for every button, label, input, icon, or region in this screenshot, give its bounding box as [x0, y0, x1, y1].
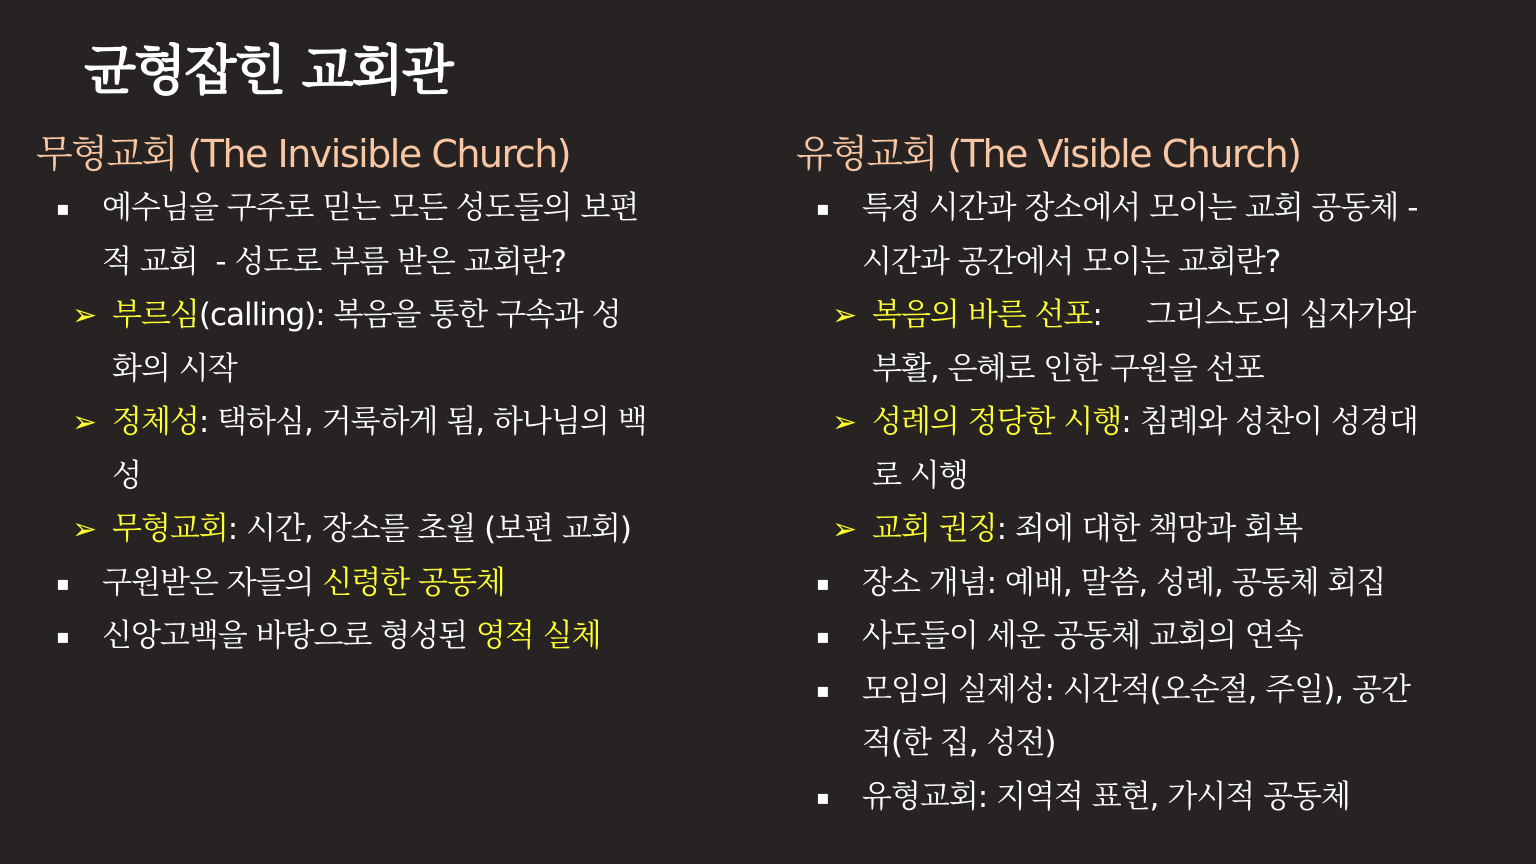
arrow-icon: ➢	[72, 512, 97, 547]
list-item: ▪ 예수님을 구주로 믿는 모든 성도들의 보편 적 교회 - 성도로 부름 받은 교회란?	[36, 182, 736, 289]
arrow-icon: ➢	[72, 405, 97, 440]
list-item: ➢ 성례의 정당한 시행: 침례와 성찬이 성경대 로 시행	[796, 396, 1508, 503]
list-item: ▪ 유형교회: 지역적 표현, 가시적 공동체	[796, 771, 1508, 825]
list-item: ▪ 특정 시간과 장소에서 모이는 교회 공동체 - 시간과 공간에서 모이는 교회란?	[796, 182, 1508, 289]
visible-church-column	[796, 126, 1508, 824]
arrow-icon: ➢	[832, 512, 857, 547]
list-item: ➢ 부르심(calling): 복음을 통한 구속과 성 화의 시작	[36, 289, 736, 396]
bullet-icon: ▪	[56, 624, 69, 648]
invisible-church-heading: 무형교회 (The Invisible Church)	[36, 132, 571, 176]
highlight-text: 정체성	[112, 404, 199, 440]
list-item: ▪ 사도들이 세운 공동체 교회의 연속	[796, 610, 1508, 664]
list-item: ➢ 교회 권징: 죄에 대한 책망과 회복	[796, 503, 1508, 557]
list-item: ➢ 정체성: 택하심, 거룩하게 됨, 하나님의 백 성	[36, 396, 736, 503]
arrow-icon: ➢	[72, 298, 97, 333]
slide-title: 균형잡힌 교회관	[84, 39, 452, 102]
highlight-text: 신령한 공동체	[322, 564, 505, 601]
highlight-text: 복음의 바른 선포	[872, 297, 1093, 333]
visible-church-heading: 유형교회 (The Visible Church)	[796, 132, 1301, 176]
highlight-text: 영적 실체	[475, 618, 601, 654]
bullet-icon: ▪	[56, 196, 69, 220]
highlight-text: 교회 권징	[872, 511, 997, 547]
bullet-icon: ▪	[816, 624, 829, 648]
list-item: ▪ 구원받은 자들의 신령한 공동체	[36, 557, 736, 611]
list-item: ➢ 무형교회: 시간, 장소를 초월 (보편 교회)	[36, 503, 736, 557]
bullet-icon: ▪	[816, 784, 829, 809]
bullet-icon: ▪	[816, 677, 829, 702]
arrow-icon: ➢	[832, 405, 857, 440]
highlight-text: 부르심	[112, 297, 199, 333]
highlight-text: 성례의 정당한 시행	[872, 404, 1122, 440]
highlight-text: 무형교회	[112, 511, 228, 547]
list-item: ▪ 장소 개념: 예배, 말씀, 성례, 공동체 회집	[796, 557, 1508, 611]
invisible-church-column	[36, 126, 736, 664]
arrow-icon: ➢	[832, 298, 857, 333]
bullet-icon: ▪	[816, 570, 829, 595]
bullet-icon: ▪	[816, 196, 829, 220]
list-item: ➢ 복음의 바른 선포: 그리스도의 십자가와 부활, 은혜로 인한 구원을 선포	[796, 289, 1508, 396]
bullet-icon: ▪	[56, 570, 69, 595]
list-item: ▪ 신앙고백을 바탕으로 형성된 영적 실체	[36, 610, 736, 664]
list-item: ▪ 모임의 실제성: 시간적(오순절, 주일), 공간 적(한 집, 성전)	[796, 664, 1508, 771]
